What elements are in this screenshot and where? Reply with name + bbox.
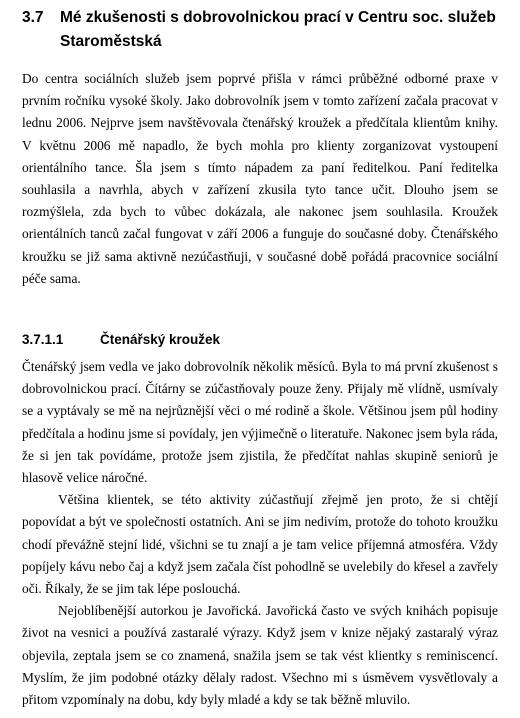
paragraph-reading-club-2: Většina klientek, se této aktivity zúčastňují zřejmě jen proto, že si chtějí popovídat a být ve společnosti ostatních. Ani se jim nedivím, protože do tohoto kroužku chodí převážně stejní lidé, všichni se tu znají a je tam velice příjemná atmosféra. Vždy popíjely kávu nebo čaj a když jsem začala číst pohodlně se uvelebily do křesel a zavřely oči. Říkaly, že se jim tak lépe poslouchá. [22,492,498,597]
paragraph-intro: Do centra sociálních služeb jsem poprvé přišla v rámci průběžné odborné praxe v prvním ročníku vysoké školy. Jako dobrovolník jsem v tomto zařízení začala pracovat v lednu 2006. Nejprve jsem navštěvovala čtenářský kroužek a předčítala klientům knihy. V květnu 2006 mě napadlo, že bych mohla pro klienty zorganizovat vystoupení orientálního tance. Šla jsem s tímto nápadem za paní ředitelkou. Paní ředitelka souhlasila a navrhla, abych v zařízení zkusila tyto tance učit. Dlouho jsem se rozmýšlela, zda bych to vůbec dokázala, ale nakonec jsem souhlasila. Kroužek orientálních tanců začal fungovat v září 2006 a funguje do současné doby. Čtenářského kroužku se již sama aktivně nezúčastňuji, v současné době pořádá pracovnice sociální péče sama. [22,71,498,286]
section-heading [22,6,498,54]
subsection-number: 3.7.1.1 [22,332,64,348]
subsection-heading [22,330,498,350]
paragraph-reading-club-3: Nejoblíbenější autorkou je Javořická. Javořická často ve svých knihách popisuje život na vesnici a používá zastaralé výrazy. Když jsem v knize nějaký zastaralý výraz objevila, zeptala jsem se co znamená, snažila jsem se tak vést klientky s reminiscencí. Myslím, že jim podobné otázky dělaly radost. Všechno mi s úsměvem vysvětlovaly a přitom vzpomínaly na dobu, kdy byly mladé a kdy se tak běžně mluvilo. [22,603,498,708]
subsection-title: Čtenářský kroužek [100,332,221,348]
section-title: Mé zkušenosti s dobrovolnickou prací v Centru soc. služeb Staroměstská [60,9,496,50]
paragraph-reading-club-1: Čtenářský jsem vedla ve jako dobrovolník několik měsíců. Byla to má první zkušenost s dobrovolnickou prací. Čítárny se zúčastňovaly pouze ženy. Přijaly mě vlídně, usmívaly se a vyptávaly se mě na nejrůznější věci o mé rodině a škole. Většinou jsem půl hodiny předčítala a hodinu jsme si povídaly, jen výjimečně o literatuře. Nakonec jsem byla ráda, že si jen tak povídáme, protože jsem zjistila, že předčítat nahlas skupině seniorů je hlasově velice náročné. [22,359,498,486]
document-page [22,6,498,711]
section-number: 3.7 [22,9,44,26]
